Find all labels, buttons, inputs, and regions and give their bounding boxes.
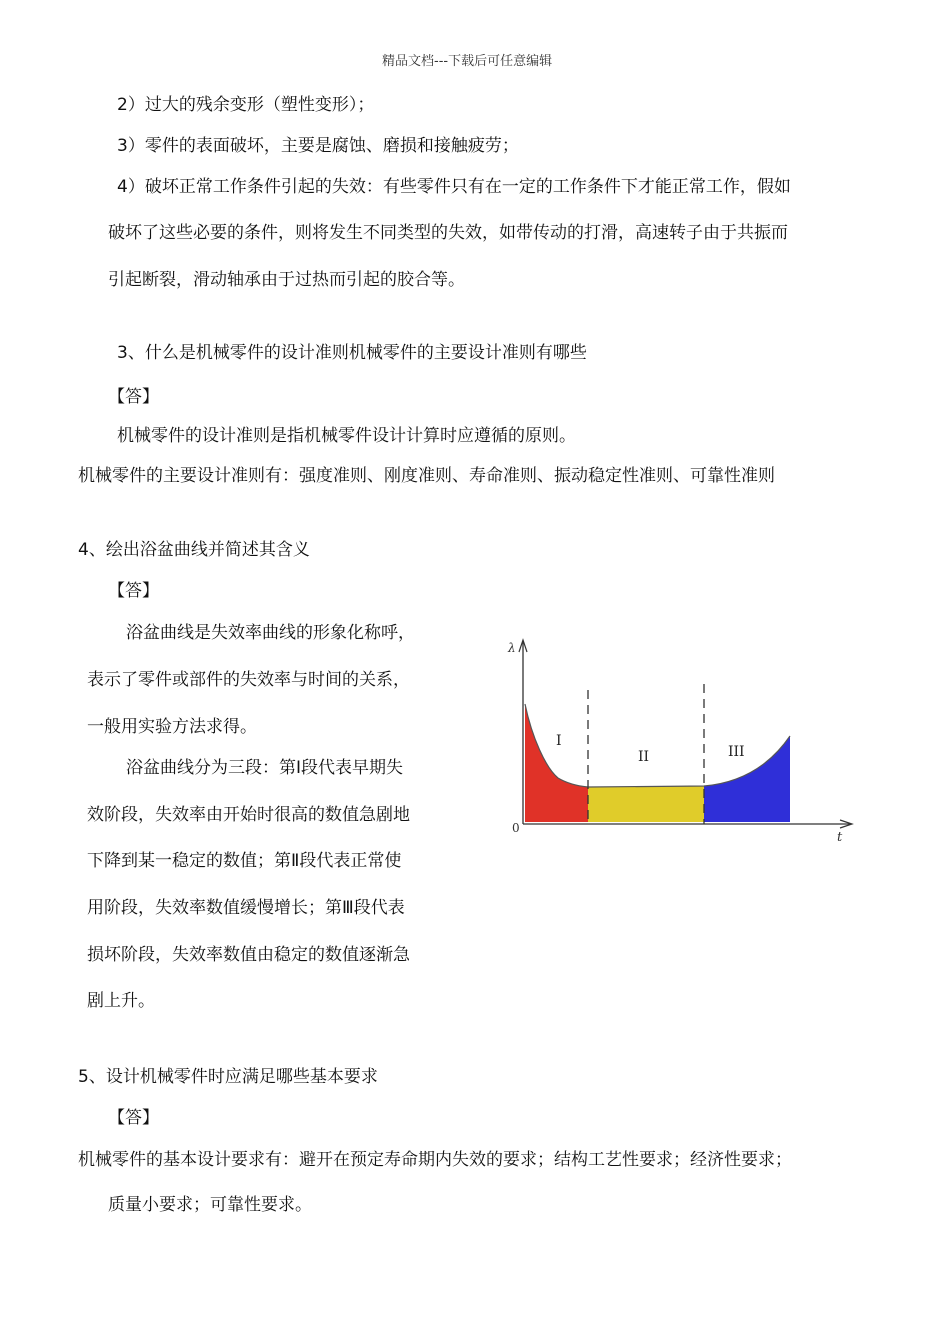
answer-tag: 【答】 bbox=[108, 1108, 159, 1128]
segment-2-fill bbox=[588, 786, 704, 822]
answer-line: 剧上升。 bbox=[87, 991, 155, 1011]
segment-1-fill bbox=[525, 704, 588, 822]
bathtub-curve-figure bbox=[498, 628, 870, 850]
answer-line: 机械零件的设计准则是指机械零件设计计算时应遵循的原则。 bbox=[117, 426, 576, 446]
answer-line: 机械零件的主要设计准则有：强度准则、刚度准则、寿命准则、振动稳定性准则、可靠性准则 bbox=[78, 466, 775, 486]
text-line: 破坏了这些必要的条件，则将发生不同类型的失效，如带传动的打滑，高速转子由于共振而 bbox=[108, 223, 788, 243]
answer-tag: 【答】 bbox=[108, 581, 159, 601]
segment-2-label: II bbox=[638, 749, 650, 765]
x-axis-label: t bbox=[837, 830, 843, 845]
text-line: 引起断裂，滑动轴承由于过热而引起的胶合等。 bbox=[108, 270, 465, 290]
text-line: 3）零件的表面破坏，主要是腐蚀、磨损和接触疲劳； bbox=[117, 136, 519, 156]
answer-line: 损坏阶段，失效率数值由稳定的数值逐渐急 bbox=[87, 945, 410, 965]
segment-3-fill bbox=[704, 736, 790, 822]
answer-line: 效阶段，失效率由开始时很高的数值急剧地 bbox=[87, 805, 410, 825]
answer-line: 浴盆曲线是失效率曲线的形象化称呼， bbox=[126, 623, 415, 643]
question-4: 4、绘出浴盆曲线并简述其含义 bbox=[78, 540, 310, 560]
y-axis-label: λ bbox=[508, 641, 516, 655]
page-header: 精品文档---下载后可任意编辑 bbox=[382, 54, 553, 69]
question-3: 3、什么是机械零件的设计准则机械零件的主要设计准则有哪些 bbox=[117, 343, 587, 363]
segment-3-label: III bbox=[728, 744, 745, 760]
answer-line: 下降到某一稳定的数值；第Ⅱ段代表正常使 bbox=[87, 851, 402, 871]
answer-line: 浴盆曲线分为三段：第Ⅰ段代表早期失 bbox=[126, 758, 404, 778]
origin-label: 0 bbox=[512, 821, 520, 835]
answer-line: 用阶段，失效率数值缓慢增长；第Ⅲ段代表 bbox=[87, 898, 405, 918]
segment-1-label: I bbox=[556, 733, 562, 749]
question-5: 5、设计机械零件时应满足哪些基本要求 bbox=[78, 1067, 378, 1087]
text-line: 4）破坏正常工作条件引起的失效：有些零件只有在一定的工作条件下才能正常工作，假如 bbox=[117, 177, 791, 197]
answer-line: 表示了零件或部件的失效率与时间的关系， bbox=[87, 670, 410, 690]
answer-tag: 【答】 bbox=[108, 387, 159, 407]
answer-line: 质量小要求；可靠性要求。 bbox=[108, 1195, 312, 1215]
answer-line: 机械零件的基本设计要求有：避开在预定寿命期内失效的要求；结构工艺性要求；经济性要求； bbox=[78, 1150, 792, 1170]
text-line: 2）过大的残余变形（塑性变形）； bbox=[117, 95, 375, 115]
answer-line: 一般用实验方法求得。 bbox=[87, 717, 257, 737]
